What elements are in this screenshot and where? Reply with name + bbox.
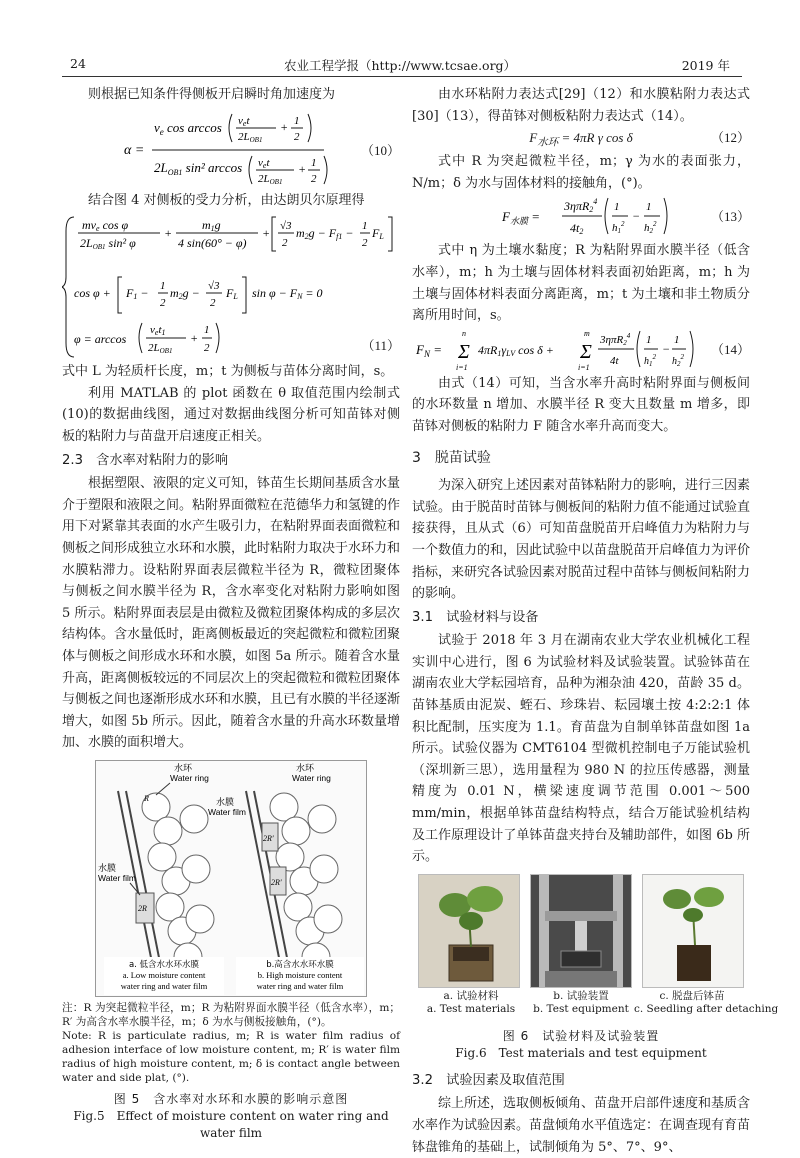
fig5-film-en-b: Water film bbox=[208, 806, 246, 817]
eq11-l3-2l: 2LOB1 bbox=[148, 342, 173, 356]
eq13-h2: $h2^2$ bbox=[644, 220, 657, 236]
eq11-t2n: m1g bbox=[202, 218, 221, 234]
eq11-l3-one: 1 bbox=[204, 324, 210, 337]
eq13-one2: 1 bbox=[646, 201, 652, 214]
eq14-number: （14） bbox=[710, 341, 750, 357]
eq12-lhs: $F_{水环} = 4\pi R$ γ cos δ bbox=[529, 130, 633, 149]
eq10-half-n2: 1 bbox=[311, 156, 317, 169]
eq11-br-l2 bbox=[118, 277, 122, 313]
eq13-num: $3\eta\pi R2^4$ bbox=[564, 197, 598, 215]
equation-11 bbox=[62, 211, 400, 361]
journal-title: 农业工程学报（http://www.tcsae.org） bbox=[283, 58, 517, 73]
fig6-sub-c bbox=[634, 989, 779, 1016]
eq11-l2-sqrt: √3 bbox=[208, 280, 220, 293]
eq13-lhs: $F_{水膜}$ = bbox=[502, 209, 540, 227]
fig5-r1-label: R bbox=[144, 793, 149, 803]
eq11-plus1: + bbox=[164, 226, 173, 241]
eq14-i1: i=1 bbox=[456, 362, 468, 372]
eq13-den: 4t2 bbox=[570, 221, 584, 237]
fig5-a-en2: water ring and water film bbox=[120, 980, 208, 991]
fig5-b-en2: water ring and water film bbox=[256, 980, 344, 991]
fig5-ring-zh-a: 水环 bbox=[174, 763, 193, 774]
definition-eq13: 式中 η 为土壤水黏度；R 为粘附界面水膜半径（低含水率），m；h 为土壤与固体材料表面初始距离，m；h 为土壤与固体材料表面分离距离，m；t 为土壤和非土物质分离所用时间，s。 bbox=[412, 243, 750, 324]
eq12-number: （12） bbox=[710, 130, 750, 146]
figure-6-caption-zh: 图 6 试验材料及试验装置 bbox=[502, 1028, 660, 1043]
figure-5-note-en: Note: R is particulate radius, m; R is water film radius of adhesion interface of low moisture content, m; R′ is water film radius of high moisture content, m; δ is contact angle between water and side plat, (°). bbox=[62, 1029, 400, 1084]
eq10-denominator: $2L_{OB1}$ sin² arccos bbox=[154, 159, 243, 177]
eq11-l2-fl: FL bbox=[226, 286, 238, 302]
eq10-half-n: 1 bbox=[294, 114, 300, 127]
eq11-sqrt3: √3 bbox=[280, 220, 292, 233]
header-rule bbox=[62, 76, 742, 77]
eq10-2l-b: 2LOB1 bbox=[258, 172, 283, 186]
equation-11-graphic bbox=[62, 211, 400, 361]
equation-14-graphic bbox=[412, 327, 712, 373]
fig5-ring-leader-a bbox=[156, 783, 170, 795]
eq11-l3-two: 2 bbox=[204, 342, 210, 355]
eq11-m2g: m2g − Ff1 − bbox=[296, 226, 354, 242]
eq13-number: （13） bbox=[710, 209, 750, 225]
eq11-two: 2 bbox=[282, 237, 288, 250]
fig6-sub-b bbox=[524, 990, 638, 1016]
eq14-i2: i=1 bbox=[578, 362, 590, 372]
eq11-l3-pr bbox=[216, 323, 219, 353]
figure-5-caption bbox=[62, 1091, 400, 1142]
eq11-l3-plus: + bbox=[190, 331, 199, 346]
fig5-ring-en-a: Water ring bbox=[170, 772, 209, 783]
eq11-fl: FL bbox=[372, 226, 384, 242]
eq11-number: （11） bbox=[361, 338, 400, 354]
eq11-line2: cos φ + bbox=[74, 286, 111, 301]
eq14-term1: 4πR1γLV cos δ + bbox=[478, 342, 554, 358]
eq10-paren-r bbox=[308, 114, 311, 142]
eq10-2l: 2LOB1 bbox=[238, 130, 263, 144]
eq11-t1n: mve cos φ bbox=[82, 218, 129, 234]
eq10-half-d2: 2 bbox=[311, 172, 317, 185]
eq10-vt2: vet bbox=[258, 156, 270, 170]
eq11-l3-pl bbox=[139, 323, 142, 353]
fig5-2r-label: 2R bbox=[138, 903, 147, 913]
photo-seedling-detached bbox=[642, 874, 744, 988]
section-3-paragraph: 为深入研究上述因素对苗钵粘附力的影响，进行三因素试验。由于脱苗时苗钵与侧板间的粘附力值不能通过试验直接获得，且从式（6）可知苗盘脱苗开启峰值力为粘附力与一个数值力的和，因此试验中以苗盘脱苗开启峰值力为评价指标，来研究各试验因素对脱苗过程中苗钵与侧板间粘附力的影响。 bbox=[412, 478, 751, 602]
eq11-br-r1 bbox=[388, 217, 392, 251]
definition-eq12: 式中 R 为突起微粒半径，m；γ 为水的表面张力，N/m；δ 为水与固体材料的接触角，(°)。 bbox=[412, 154, 750, 191]
section-3-heading: 3 脱苗试验 bbox=[412, 449, 491, 466]
section-3-2-heading: 3.2 试验因素及取值范围 bbox=[412, 1072, 565, 1088]
eq14-sum1: Σ bbox=[458, 340, 470, 363]
eq11-l3-vt: vet1 bbox=[150, 324, 166, 338]
eq10-plus2: + bbox=[298, 161, 307, 176]
detached-seedling-image bbox=[643, 875, 743, 987]
equation-10 bbox=[62, 106, 400, 190]
fig5-2r-b1: 2R′ bbox=[263, 833, 274, 843]
eq11-l2-one: 1 bbox=[160, 280, 166, 293]
matlab-paragraph: 利用 MATLAB 的 plot 函数在 θ 取值范围内绘制式(10)的数据曲线图，通过对数据曲线图分析可知苗钵对侧板的粘附力与苗盘开启速度正相关。 bbox=[62, 385, 400, 444]
fig5-2r-b2: 2R′ bbox=[271, 877, 282, 887]
eq10-alpha: α = bbox=[124, 142, 145, 158]
photo-test-equipment bbox=[530, 874, 632, 988]
equation-13-graphic bbox=[452, 194, 712, 240]
eq14-den: 4t bbox=[610, 354, 619, 367]
eq11-l2-end: sin φ − FN = 0 bbox=[252, 286, 323, 302]
eq11-l2-two: 2 bbox=[160, 297, 166, 310]
eq10-plus: + bbox=[280, 119, 289, 134]
fig6-sub-a bbox=[412, 990, 530, 1016]
eq11-brace bbox=[62, 217, 74, 357]
equation-13 bbox=[412, 194, 750, 240]
eq11-one: 1 bbox=[362, 220, 368, 233]
eq14-minus: − bbox=[662, 341, 671, 356]
intro-eq10: 则根据已知条件得侧板开启瞬时角加速度为 bbox=[88, 87, 336, 102]
eq10-paren-l2 bbox=[249, 156, 252, 184]
equation-12 bbox=[412, 127, 750, 151]
particles-a bbox=[142, 793, 214, 971]
fig5-film-en-a: Water film bbox=[98, 872, 136, 883]
figure-5 bbox=[95, 760, 367, 997]
eq11-l2-two2: 2 bbox=[210, 297, 216, 310]
section-2-3-heading: 2.3 含水率对粘附力的影响 bbox=[62, 452, 229, 468]
eq14-h2: $h_2^2$ bbox=[672, 352, 684, 368]
eq10-vt: vet bbox=[238, 114, 250, 128]
fig5-b-zh: b.高含水水环水膜 bbox=[266, 959, 334, 970]
eq11-l2-m2g: m2g − bbox=[170, 286, 200, 302]
testing-machine-image bbox=[531, 875, 631, 987]
eq10-numerator: $v_e$ cos arccos bbox=[154, 119, 222, 137]
eq10-half-d: 2 bbox=[294, 130, 300, 143]
page-number: 24 bbox=[70, 56, 86, 71]
section-3-2-paragraph: 综上所述，选取侧板倾角、苗盘开启部件速度和基质含水率作为试验因素。苗盘倾角水平值选定：在调查现有育苗钵盘锥角的基础上，试制倾角为 5°、7°、9°、 bbox=[412, 1096, 751, 1155]
fig5-film-zh-b: 水膜 bbox=[216, 797, 235, 808]
eq14-pr bbox=[690, 331, 693, 367]
fig6-a-zh: a. 试验材料 bbox=[443, 989, 499, 1002]
eq14-num: $3\eta\pi R2^4$ bbox=[600, 331, 631, 347]
eq14-sum2: Σ bbox=[580, 340, 592, 363]
expression-paragraph: 由水环粘附力表达式[29]（12）和水膜粘附力表达式[30]（13），得苗钵对侧板粘附力表达式（14）。 bbox=[412, 87, 750, 124]
fig5-ring-en-b: Water ring bbox=[292, 772, 331, 783]
eq11-plus2: + bbox=[262, 226, 271, 241]
publication-year: 2019 年 bbox=[681, 58, 730, 73]
figure-6-caption bbox=[412, 1028, 750, 1062]
fig5-film-leader-a bbox=[130, 883, 140, 895]
eq11-line3: φ = arccos bbox=[74, 332, 127, 347]
figure-6-caption-en: Fig.6 Test materials and test equipment bbox=[455, 1045, 707, 1060]
eq10-number: （10） bbox=[360, 142, 400, 158]
eq14-one1: 1 bbox=[646, 333, 652, 346]
figure-5-caption-zh: 图 5 含水率对水环和水膜的影响示意图 bbox=[113, 1091, 349, 1106]
figure-6 bbox=[412, 874, 779, 1024]
eq14-m: m bbox=[584, 328, 590, 338]
figure-5-note-zh: 注：R 为突起微粒半径，m；R 为粘附界面水膜半径（低含水率），m；R′ 为高含水率水膜半径，m；δ 为水与侧板接触角，(°)。 bbox=[62, 1001, 400, 1028]
eq14-one2: 1 bbox=[674, 333, 680, 346]
right-column bbox=[412, 84, 779, 1158]
eq14-discussion: 由式（14）可知，当含水率升高时粘附界面与侧板间的水环数量 n 增加、水膜半径 R 变大且数量 m 增多，即苗钵对侧板的粘附力 F 随含水率升高而变大。 bbox=[412, 375, 750, 434]
page-header bbox=[0, 56, 800, 74]
eq11-t2d: 4 sin(60° − φ) bbox=[178, 236, 247, 251]
eq11-two2: 2 bbox=[362, 237, 368, 250]
definition-eq11: 式中 L 为轻质杆长度，m；t 为侧板与苗体分离时间，s。 bbox=[62, 364, 394, 380]
fig5-film-zh-a: 水膜 bbox=[98, 863, 117, 874]
eq13-h1: $h1^2$ bbox=[612, 220, 625, 236]
eq14-n: n bbox=[462, 328, 466, 338]
eq13-pr bbox=[664, 198, 667, 234]
section-3-1-heading: 3.1 试验材料与设备 bbox=[412, 609, 539, 625]
eq10-paren-r2 bbox=[324, 156, 327, 184]
section-3-1-paragraph: 试验于 2018 年 3 月在湖南农业大学农业机械化工程实训中心进行，图 6 为试验材料及试验装置。试验钵苗在湖南农业大学耘园培育，品种为湘杂油 420，苗龄 35 d。苗钵基质由泥炭、蛭石、珍珠岩、耘园壤土按 4:2:2:1 体积比配制，压实度为 1.1。育苗盘为自制单钵苗盘如图 1a 所示。试验仪器为 CMT6104 型微机控制电子万能试验机（深圳新三思），选用量程为 980 N 的拉压传感器，测量精度为 0.01 N，横梁速度调节范围 0.001～500 mm/min，根据单钵苗盘结构特点，结合万能试验机结构及工作原理设计了单钵苗盘夹持台及辅助部件，如图 6b 所示。 bbox=[412, 633, 750, 865]
eq14-h1: $h_1^2$ bbox=[644, 352, 656, 368]
eq13-one1: 1 bbox=[614, 201, 620, 214]
fig6-a-en: a. Test materials bbox=[426, 1002, 516, 1015]
fig6-b-zh: b. 试验装置 bbox=[553, 989, 609, 1002]
fig6-c-en: c. Seedling after detaching bbox=[634, 1002, 779, 1015]
eq11-br-r2 bbox=[242, 277, 246, 313]
eq10-paren-l bbox=[229, 114, 232, 142]
photo-test-materials bbox=[418, 874, 520, 988]
equation-10-graphic bbox=[62, 106, 400, 190]
intro-eq11: 结合图 4 对侧板的受力分析，由达朗贝尔原理得 bbox=[88, 192, 365, 208]
fig5-b-en1: b. High moisture content bbox=[257, 969, 343, 980]
fig5-a-en1: a. Low moisture content bbox=[122, 969, 206, 980]
fig5-a-zh: a. 低含水水环水膜 bbox=[128, 959, 200, 970]
eq14-lhs: $F_N$ = bbox=[416, 341, 442, 359]
eq13-minus: − bbox=[632, 209, 641, 224]
eq14-pl bbox=[637, 331, 640, 367]
eq11-br-l1 bbox=[272, 217, 276, 251]
figure-5-diagram bbox=[96, 761, 366, 996]
fig5-ring-zh-b: 水环 bbox=[296, 763, 315, 774]
eq13-pl bbox=[605, 198, 608, 234]
eq11-line2b: F1 − bbox=[126, 286, 149, 302]
figure-5-caption-en: Fig.5 Effect of moisture content on water ring and water film bbox=[73, 1108, 389, 1140]
fig6-c-zh: c. 脱盘后钵苗 bbox=[659, 989, 725, 1002]
eq11-t1d: 2LOB1 sin² φ bbox=[80, 236, 136, 252]
moisture-paragraph: 根据塑限、液限的定义可知，钵苗生长期间基质含水量介于塑限和液限之间。粘附界面微粒在范德华力和氢键的作用下对紧靠其表面的水产生吸引力，在粘附界面表面微粒和侧板之间形成独立水环和水膜，此时粘附力取决于水环力和水膜粘滞力。设粘附界面表层微粒半径为 R，微粒团聚体与侧板之间水膜半径为 R，含水率变化对粘附力影响如图 5 所示。粘附界面表层是由微粒及微粒团聚体构成的多层次结构体。含水量低时，距离侧板最近的突起微粒和微粒团聚体与侧板之间形成水环和水膜，如图 5a 所示。随着含水量升高，距离侧板较远的不同层次上的突起微粒和微粒团聚体与侧板之间也逐渐形成水环和水膜，且已有水膜的半径逐渐增大，如图 5b 所示。因此，随着含水量的升高水环数量增加、水膜的面积增大。 bbox=[62, 476, 401, 751]
fig6-b-en: b. Test equipment bbox=[533, 1002, 629, 1015]
equation-14 bbox=[412, 327, 750, 373]
seedling-tray-image bbox=[419, 875, 519, 987]
left-column bbox=[62, 84, 400, 1142]
